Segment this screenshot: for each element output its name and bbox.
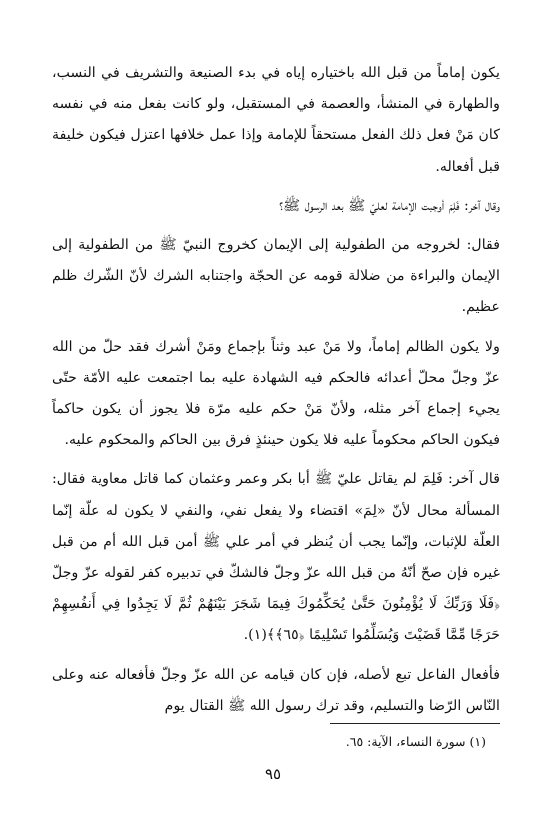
body-text (52, 58, 500, 730)
footnote: (١) سورة النساء، الآية: ٦٥. (345, 734, 486, 749)
paragraph-1: يكون إماماً من قبل الله باختياره إياه في بدء الصنيعة والتشريف في النسب، والطهارة في المنشأ، والعصمة في المستقبل، ولو كانت بفعل منه في نفسه كان مَنْ فعل ذلك الفعل مستحقاً للإمامة وإذا عمل خلافها اعتزل فيكون خليفة قبل أفعاله. (52, 65, 500, 175)
paragraph-5: قال آخر: فَلِمَ لم يقاتل عليّ ﷺ أبا بكر وعمر وعثمان كما قاتل معاوية فقال: المسألة محال لأنّ «لِمَ» اقتضاء ولا يفعل نفي، والنفي لا يكون له علّة إنّما العلّة للإثبات، وإنّما يجب أن يُنظر في أمر علي ﷺ أمن قبل الله أم من قبل غيره فإن صحّ أنّهُ من قبل الله عزّ وجلّ فالشكّ في تدبيره كفر لقوله عزّ وجلّ ﴿فَلَا وَرَبِّكَ لَا يُؤْمِنُونَ حَتَّىٰ يُحَكِّمُوكَ فِيمَا شَجَرَ بَيْنَهُمْ ثُمَّ لَا يَجِدُوا فِي أَنفُسِهِمْ حَرَجًا مِّمَّا قَضَيْتَ وَيُسَلِّمُوا تَسْلِيمًا ﴿٦٥﴾﴾(١). (52, 471, 500, 644)
footnote-divider (330, 723, 500, 724)
paragraph-3: فقال: لخروجه من الطفولية إلى الإيمان كخروج النبيّ ﷺ من الطفولية إلى الإيمان والبراءة من ضلالة قومه عن الحجّة واجتنابه الشرك لأنّ الشّرك ظلم عظيم. (52, 237, 500, 316)
page-number: ٩٥ (264, 765, 282, 783)
paragraph-4: ولا يكون الظالم إماماً، ولا مَنْ عبد وثناً بإجماع ومَنْ أشرك فقد حلّ من الله عزّ وجلّ محلّ أعدائه فالحكم فيه الشهادة عليه بما اجتمعت عليه الأمّة حتّى يجيء إجماع آخر مثله، ولأنّ مَنْ حكم عليه مرّة فلا يجوز أن يكون حاكماً فيكون الحاكم محكوماً عليه فلا يكون حينئذٍ فرق بين الحاكم والمحكوم عليه. (52, 338, 500, 449)
paragraph-6: فأفعال الفاعل تبع لأصله، فإن كان قيامه عن الله عزّ وجلّ فأفعاله عنه وعلى النّاس الرّضا والتسليم، وقد ترك رسول الله ﷺ القتال يوم (52, 666, 500, 714)
paragraph-2: وقال آخر: فَلِمَ أوجبت الإمامة لعليّ ﷺ بعد الرسول ﷺ؟ (279, 197, 500, 214)
